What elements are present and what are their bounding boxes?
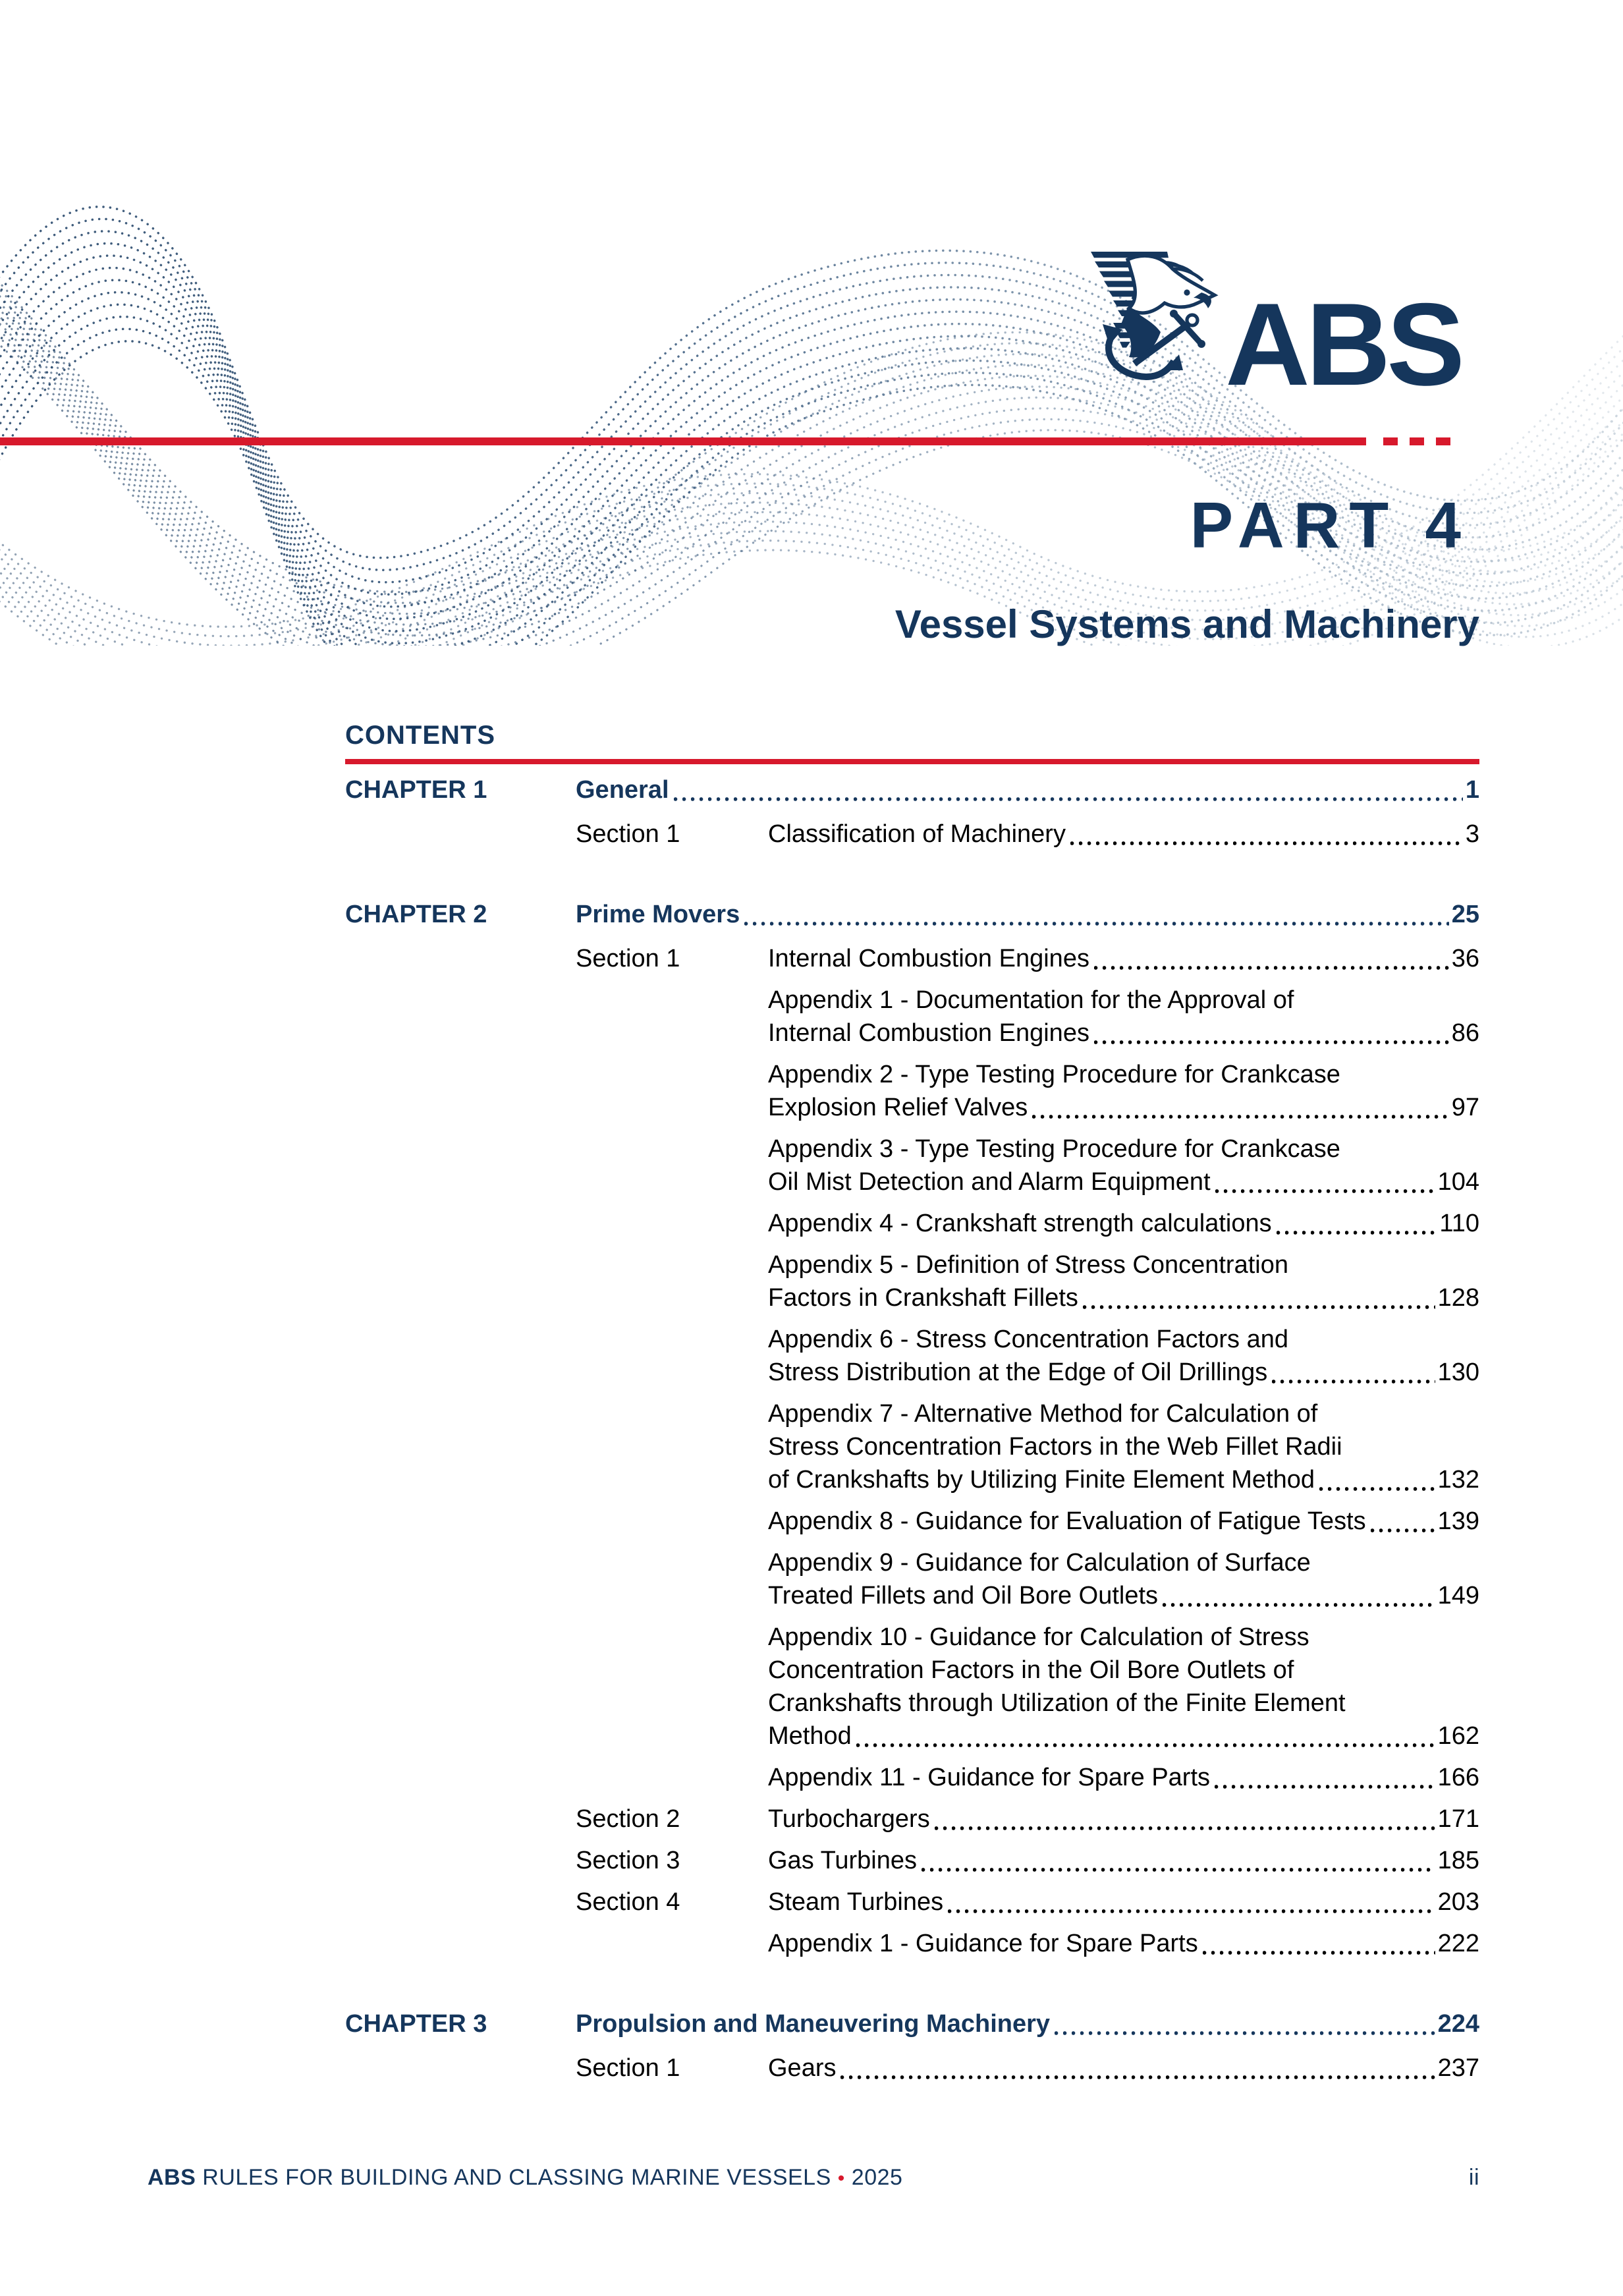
footer-page-number: ii: [1468, 2165, 1479, 2190]
toc-appendix-row[interactable]: [345, 1621, 1479, 1752]
table-of-contents: [345, 721, 1479, 2093]
toc-appendix-title: Stress Concentration Factors in the Web Fillet Radii: [768, 1433, 1342, 1461]
dot-leader: [674, 797, 1463, 801]
header-divider-dash: [1436, 437, 1450, 445]
toc-appendix-title: Appendix 11 - Guidance for Spare Parts: [768, 1764, 1211, 1791]
toc-appendix-title: Appendix 7 - Alternative Method for Calculation of: [768, 1400, 1318, 1428]
toc-page-number: 149: [1437, 1582, 1479, 1610]
footer-brand: ABS: [148, 2165, 196, 2190]
header-divider-dash: [1410, 437, 1424, 445]
header-divider-dash: [1383, 437, 1398, 445]
toc-section-row[interactable]: [345, 2052, 1479, 2085]
abs-logotype: ABS: [1225, 279, 1461, 410]
toc-page-number: 3: [1465, 820, 1479, 848]
toc-appendix-row[interactable]: [345, 1927, 1479, 1960]
toc-section-title: Classification of Machinery: [768, 820, 1066, 848]
dot-leader: [1319, 1487, 1435, 1491]
toc-page-number: 86: [1451, 1019, 1479, 1047]
toc-appendix-title: Treated Fillets and Oil Bore Outlets: [768, 1582, 1159, 1610]
toc-appendix-title: Appendix 6 - Stress Concentration Factors and: [768, 1326, 1288, 1353]
dot-leader: [948, 1909, 1435, 1913]
toc-chapter-title: Propulsion and Maneuvering Machinery: [576, 2010, 1051, 2038]
page-footer: [148, 2165, 1479, 2191]
toc-appendix-row[interactable]: [345, 1133, 1479, 1198]
toc-section-label: Section 1: [576, 2054, 680, 2082]
dot-leader: [935, 1826, 1435, 1830]
toc-appendix-row[interactable]: [345, 1761, 1479, 1794]
toc-chapter-label: CHAPTER 3: [345, 2010, 487, 2038]
toc-appendix-title: Stress Distribution at the Edge of Oil Drillings: [768, 1358, 1268, 1386]
dot-leader: [1083, 1305, 1435, 1309]
toc-appendix-title: Concentration Factors in the Oil Bore Outlets of: [768, 1656, 1294, 1684]
toc-appendix-row[interactable]: [345, 1207, 1479, 1240]
toc-chapter-group: [345, 773, 1479, 851]
toc-chapter-label: CHAPTER 1: [345, 776, 487, 804]
toc-page-number: 25: [1451, 901, 1479, 928]
toc-appendix-title: Appendix 5 - Definition of Stress Concentration: [768, 1251, 1288, 1279]
toc-appendix-title: Appendix 9 - Guidance for Calculation of Surface: [768, 1549, 1311, 1577]
footer-bullet-icon: •: [837, 2168, 845, 2189]
dot-leader: [1371, 1528, 1435, 1532]
toc-section-label: Section 2: [576, 1805, 680, 1833]
toc-page-number: 110: [1439, 1210, 1479, 1237]
dot-leader: [856, 1743, 1435, 1747]
toc-page-number: 36: [1451, 945, 1479, 972]
toc-page-number: 203: [1437, 1888, 1479, 1916]
dot-leader: [1203, 1951, 1435, 1955]
toc-section-title: Steam Turbines: [768, 1888, 944, 1916]
toc-chapter-group: [345, 898, 1479, 1960]
toc-appendix-row[interactable]: [345, 1505, 1479, 1538]
toc-appendix-title: Appendix 3 - Type Testing Procedure for Crankcase: [768, 1135, 1340, 1163]
toc-appendix-title: Appendix 4 - Crankshaft strength calculations: [768, 1210, 1272, 1237]
toc-page-number: 166: [1437, 1764, 1479, 1791]
dot-leader: [922, 1868, 1435, 1872]
toc-section-row[interactable]: [345, 1844, 1479, 1877]
dot-leader: [1032, 1115, 1448, 1119]
dot-leader: [744, 922, 1448, 926]
toc-appendix-title: of Crankshafts by Utilizing Finite Element Method: [768, 1466, 1315, 1494]
toc-chapter-row[interactable]: [345, 2007, 1479, 2040]
dot-leader: [1277, 1231, 1437, 1235]
toc-section-title: Internal Combustion Engines: [768, 945, 1089, 972]
dot-leader: [1070, 841, 1463, 845]
toc-appendix-row[interactable]: [345, 1397, 1479, 1496]
toc-section-label: Section 3: [576, 1847, 680, 1874]
toc-chapter-row[interactable]: [345, 898, 1479, 931]
footer-publication: RULES FOR BUILDING AND CLASSING MARINE VESSELS: [202, 2165, 831, 2190]
toc-appendix-title: Appendix 1 - Guidance for Spare Parts: [768, 1930, 1198, 1957]
toc-page-number: 130: [1437, 1358, 1479, 1386]
dot-leader: [1272, 1380, 1435, 1384]
toc-chapter-group: [345, 2007, 1479, 2085]
toc-page-number: 222: [1437, 1930, 1479, 1957]
toc-chapter-title: Prime Movers: [576, 901, 740, 928]
toc-appendix-title: Crankshafts through Utilization of the Finite Element: [768, 1689, 1346, 1717]
toc-section-row[interactable]: [345, 818, 1479, 851]
toc-appendix-title: Method: [768, 1722, 852, 1750]
toc-appendix-title: Oil Mist Detection and Alarm Equipment: [768, 1168, 1211, 1196]
header-divider-bar: [0, 437, 1366, 445]
toc-page-number: 162: [1437, 1722, 1479, 1750]
header-divider: [0, 437, 1623, 445]
toc-page-number: 132: [1437, 1466, 1479, 1494]
toc-appendix-row[interactable]: [345, 1546, 1479, 1612]
toc-section-row[interactable]: [345, 1886, 1479, 1918]
toc-section-title: Turbochargers: [768, 1805, 930, 1833]
toc-page-number: 171: [1437, 1805, 1479, 1833]
toc-page-number: 224: [1437, 2010, 1479, 2038]
dot-leader: [1055, 2031, 1435, 2035]
toc-chapter-row[interactable]: [345, 773, 1479, 806]
dot-leader: [1215, 1785, 1435, 1789]
abs-logo: [1088, 249, 1461, 410]
toc-section-title: Gas Turbines: [768, 1847, 917, 1874]
toc-section-label: Section 4: [576, 1888, 680, 1916]
toc-page-number: 97: [1451, 1094, 1479, 1121]
toc-page-number: 237: [1437, 2054, 1479, 2082]
toc-appendix-row[interactable]: [345, 1323, 1479, 1389]
toc-appendix-title: Factors in Crankshaft Fillets: [768, 1284, 1078, 1312]
toc-section-label: Section 1: [576, 945, 680, 972]
toc-appendix-title: Appendix 2 - Type Testing Procedure for Crankcase: [768, 1061, 1340, 1088]
toc-chapter-title: General: [576, 776, 669, 804]
toc-section-row[interactable]: [345, 942, 1479, 975]
toc-page-number: 1: [1465, 776, 1479, 804]
toc-section-row[interactable]: [345, 1803, 1479, 1835]
toc-appendix-title: Internal Combustion Engines: [768, 1019, 1089, 1047]
toc-page-number: 139: [1437, 1507, 1479, 1535]
toc-appendix-title: Appendix 10 - Guidance for Calculation of Stress: [768, 1623, 1309, 1651]
dot-leader: [1215, 1189, 1435, 1193]
toc-page-number: 104: [1437, 1168, 1479, 1196]
dot-leader: [1094, 1040, 1449, 1044]
toc-appendix-row[interactable]: [345, 1058, 1479, 1124]
toc-page-number: 185: [1437, 1847, 1479, 1874]
toc-appendix-title: Explosion Relief Valves: [768, 1094, 1028, 1121]
footer-year: 2025: [851, 2165, 903, 2190]
footer-publication-line: [148, 2165, 902, 2191]
abs-eagle-icon: [1088, 249, 1220, 386]
toc-section-title: Gears: [768, 2054, 837, 2082]
part-subtitle: Vessel Systems and Machinery: [894, 602, 1479, 646]
dot-leader: [1163, 1603, 1435, 1607]
toc-appendix-row[interactable]: [345, 1248, 1479, 1314]
contents-heading: CONTENTS: [345, 721, 1479, 764]
toc-chapter-label: CHAPTER 2: [345, 901, 487, 928]
part-title: PART 4: [1190, 489, 1470, 561]
toc-appendix-row[interactable]: [345, 984, 1479, 1050]
toc-appendix-title: Appendix 1 - Documentation for the Approval of: [768, 986, 1294, 1014]
dot-leader: [1094, 966, 1449, 970]
toc-page-number: 128: [1437, 1284, 1479, 1312]
toc-appendix-title: Appendix 8 - Guidance for Evaluation of Fatigue Tests: [768, 1507, 1366, 1535]
toc-section-label: Section 1: [576, 820, 680, 848]
dot-leader: [840, 2075, 1435, 2079]
